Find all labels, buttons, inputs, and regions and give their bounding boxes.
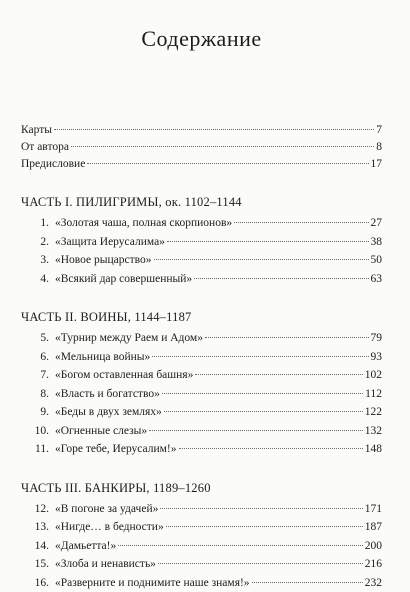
chapter-number: 4. [29,270,55,289]
chapter-title: «Защита Иерусалима» [55,233,165,252]
dot-leader [194,277,368,279]
chapter-number: 16. [29,574,55,592]
entry-title: От автора [21,139,69,156]
chapter-title: «Золотая чаша, полная скорпионов» [55,214,232,233]
chapter-page: 200 [365,537,382,556]
dot-leader [252,581,363,583]
dot-leader [87,162,368,164]
chapter-title: «Мельница войны» [55,348,150,367]
entry-page: 8 [376,139,382,156]
chapter-number: 11. [29,440,55,459]
chapter-title: «Всякий дар совершенный» [55,270,192,289]
chapter-number: 5. [29,329,55,348]
part-heading: ЧАСТЬ II. ВОИНЫ, 1144–1187 [21,307,382,327]
chapter-number: 15. [29,555,55,574]
dot-leader [167,240,369,242]
chapter-entry [21,366,382,385]
chapter-number: 7. [29,366,55,385]
chapter-title: «Горе тебе, Иерусалим!» [55,440,177,459]
part-section [21,307,382,459]
chapter-title: «Разверните и поднимите наше знамя!» [55,574,250,592]
part-heading: ЧАСТЬ I. ПИЛИГРИМЫ, ок. 1102–1144 [21,192,382,212]
chapter-page: 187 [365,518,382,537]
dot-leader [71,145,374,147]
chapter-entry [21,500,382,519]
dot-leader [152,355,368,357]
chapter-page: 132 [365,422,382,441]
chapter-page: 93 [371,348,383,367]
chapter-entry [21,403,382,422]
chapter-page: 148 [365,440,382,459]
dot-leader [205,336,369,338]
chapter-number: 12. [29,500,55,519]
dot-leader [154,258,369,260]
dot-leader [160,507,362,509]
chapter-entry [21,270,382,289]
chapter-number: 3. [29,251,55,270]
chapter-title: «Турнир между Раем и Адом» [55,329,203,348]
chapter-page: 79 [371,329,383,348]
chapter-page: 50 [371,251,383,270]
chapter-entry [21,251,382,270]
chapter-title: «Злоба и ненависть» [55,555,156,574]
entry-page: 17 [371,156,383,173]
chapter-number: 13. [29,518,55,537]
chapter-entry [21,518,382,537]
chapter-number: 10. [29,422,55,441]
chapter-title: «Дамьетта!» [55,537,116,556]
toc-entry [21,139,382,156]
chapter-entry [21,555,382,574]
chapter-page: 112 [365,385,382,404]
chapter-title: «В погоне за удачей» [55,500,158,519]
chapter-entry [21,348,382,367]
entry-title: Карты [21,122,52,139]
chapter-page: 216 [365,555,382,574]
chapter-page: 122 [365,403,382,422]
chapter-number: 9. [29,403,55,422]
chapter-page: 171 [365,500,382,519]
entry-page: 7 [376,122,382,139]
dot-leader [179,447,363,449]
intro-list [21,122,382,173]
chapter-title: «Огненные слезы» [55,422,147,441]
toc-entry [21,156,382,173]
chapter-title: «Новое рыцарство» [55,251,152,270]
chapter-page: 102 [365,366,382,385]
chapter-number: 6. [29,348,55,367]
chapter-entry [21,422,382,441]
dot-leader [164,410,363,412]
chapter-entry [21,385,382,404]
chapter-page: 38 [371,233,383,252]
part-section [21,192,382,288]
chapter-title: «Беды в двух землях» [55,403,162,422]
chapter-entry [21,440,382,459]
chapter-page: 232 [365,574,382,592]
chapter-number: 14. [29,537,55,556]
chapter-entry [21,214,382,233]
chapter-title: «Богом оставленная башня» [55,366,193,385]
toc-entry [21,122,382,139]
entry-title: Предисловие [21,156,85,173]
part-heading: ЧАСТЬ III. БАНКИРЫ, 1189–1260 [21,478,382,498]
dot-leader [118,544,363,546]
chapter-number: 2. [29,233,55,252]
chapter-entry [21,329,382,348]
dot-leader [166,525,363,527]
chapter-number: 8. [29,385,55,404]
page-title: Содержание [21,0,382,70]
dot-leader [158,562,363,564]
chapter-page: 63 [371,270,383,289]
chapter-title: «Власть и богатство» [55,385,160,404]
chapter-entry [21,574,382,592]
dot-leader [162,392,363,394]
chapter-entry [21,233,382,252]
dot-leader [54,128,374,130]
chapter-entry [21,537,382,556]
dot-leader [195,373,362,375]
chapter-page: 27 [371,214,383,233]
dot-leader [149,429,363,431]
chapter-title: «Нигде… в бедности» [55,518,164,537]
dot-leader [234,221,368,223]
chapter-number: 1. [29,214,55,233]
